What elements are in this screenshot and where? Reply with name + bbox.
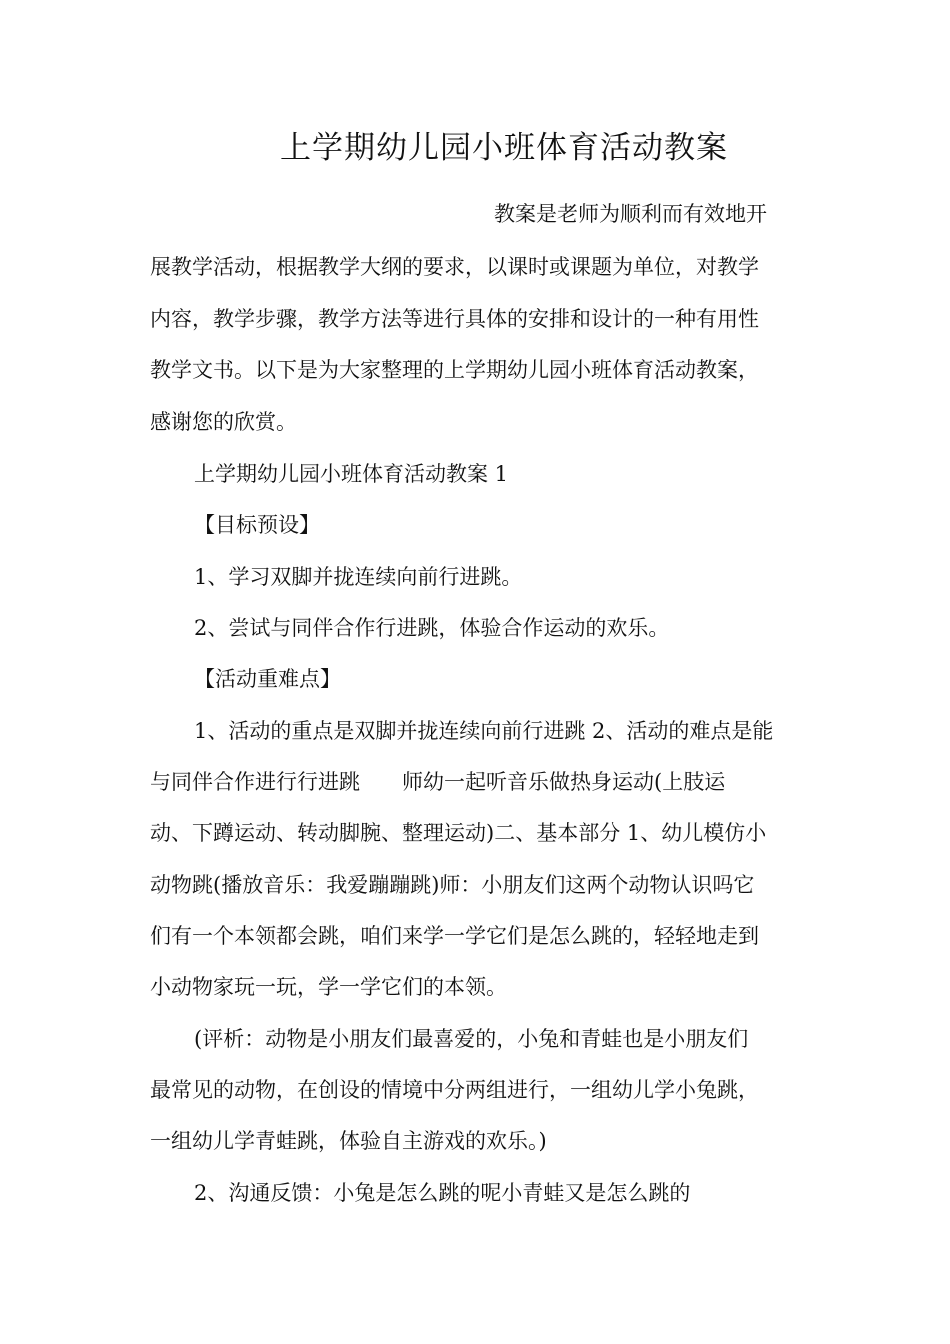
text-line: 教学文书。以下是为大家整理的上学期幼儿园小班体育活动教案，: [150, 358, 759, 382]
text-line: 一组幼儿学青蛙跳，体验自主游戏的欢乐。): [150, 1129, 547, 1153]
text-line: 小动物家玩一玩，学一学它们的本领。: [150, 975, 507, 999]
text-line: 动、下蹲运动、转动脚腕、整理运动)二、基本部分 1、幼儿模仿小: [150, 821, 767, 845]
text-line: 最常见的动物，在创设的情境中分两组进行，一组幼儿学小兔跳，: [150, 1078, 759, 1102]
list-item: 1、学习双脚并拢连续向前行进跳。: [194, 565, 523, 589]
text-line: 展教学活动，根据教学大纲的要求，以课时或课题为单位，对教学: [150, 255, 759, 279]
text-line: 动物跳(播放音乐：我爱蹦蹦跳)师：小朋友们这两个动物认识吗它: [150, 873, 755, 897]
text-line: 1、活动的重点是双脚并拢连续向前行进跳 2、活动的难点是能: [194, 719, 774, 743]
text-line: 内容，教学步骤，教学方法等进行具体的安排和设计的一种有用性: [150, 307, 759, 331]
section-heading: 【活动重难点】: [194, 667, 341, 691]
list-item: 2、尝试与同伴合作行进跳，体验合作运动的欢乐。: [194, 616, 670, 640]
section-heading: 【目标预设】: [194, 513, 320, 537]
section-heading: 上学期幼儿园小班体育活动教案 1: [194, 462, 509, 486]
text-line: 与同伴合作进行行进跳 师幼一起听音乐做热身运动(上肢运: [150, 770, 726, 794]
text-line: 教案是老师为顺利而有效地开: [494, 202, 767, 226]
text-line: (评析：动物是小朋友们最喜爱的，小兔和青蛙也是小朋友们: [194, 1027, 749, 1051]
document-title: 上学期幼儿园小班体育活动教案: [280, 130, 728, 166]
text-line: 感谢您的欣赏。: [150, 410, 297, 434]
text-line: 们有一个本领都会跳，咱们来学一学它们是怎么跳的，轻轻地走到: [150, 924, 759, 948]
text-line: 2、沟通反馈：小兔是怎么跳的呢小青蛙又是怎么跳的: [194, 1181, 691, 1205]
